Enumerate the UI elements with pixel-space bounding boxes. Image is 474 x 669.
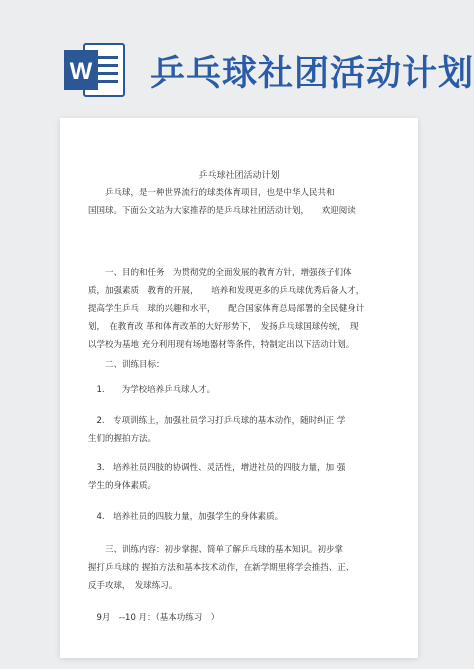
intro-paragraph: 乒乓球，是一种世界流行的球类体育项目，也是中华人民共和 国国球。下面公文站为大家推荐的是乒乓球社团活动计划， 欢迎阅读 bbox=[88, 188, 356, 216]
document-page bbox=[60, 118, 418, 658]
section-purpose: 一、目的和任务 为贯彻党的全面发展的教育方针，增强孩子们体 质，加强素质 教育的开展， 培养和发现更多的乒乓球优秀后备人才， 提高学生乒乓 球的兴趣和水平， 配合国家体育总局部署的全民健身计 划， 在教育改 革和体育改革的大好形势下， 发扬乒乓球国球传统， 现 以学校为基地 充分利用现有场地器材等条件，特制定出以下活动计划。 bbox=[88, 268, 365, 350]
schedule-line: 9月 --10 月：（基本功练习 ） bbox=[88, 613, 220, 623]
word-document-icon bbox=[62, 40, 126, 100]
goal-item-2: 2. 专项训练上，加强社员学习打乒乓球的基本动作，随时纠正 学 生们的握拍方法。 bbox=[88, 416, 346, 444]
goal-item-3: 3. 培养社员四肢的协调性、灵活性，增进社员的四肢力量，加 强 学生的身体素质。 bbox=[88, 463, 346, 491]
goal-item-1: 1. 为学校培养乒乓球人才。 bbox=[88, 385, 216, 395]
goal-item-4: 4. 培养社员的四肢力量，加强学生的身体素质。 bbox=[88, 512, 284, 522]
section-training-content: 三、训练内容：初步掌握、简单了解乒乓球的基本知识。初步掌 握打乒乓球的 握拍方法和基本技术动作，在新学期里将学会推挡、正、 反手攻球， 发球练习。 bbox=[88, 545, 355, 591]
word-icon-letter: W bbox=[69, 58, 93, 85]
banner bbox=[0, 0, 474, 110]
section-goals-heading: 二、训练目标： bbox=[88, 360, 165, 370]
document-title: 乒乓球社团活动计划 bbox=[198, 171, 280, 181]
banner-title: 乒乓球社团活动计划 bbox=[150, 53, 474, 94]
